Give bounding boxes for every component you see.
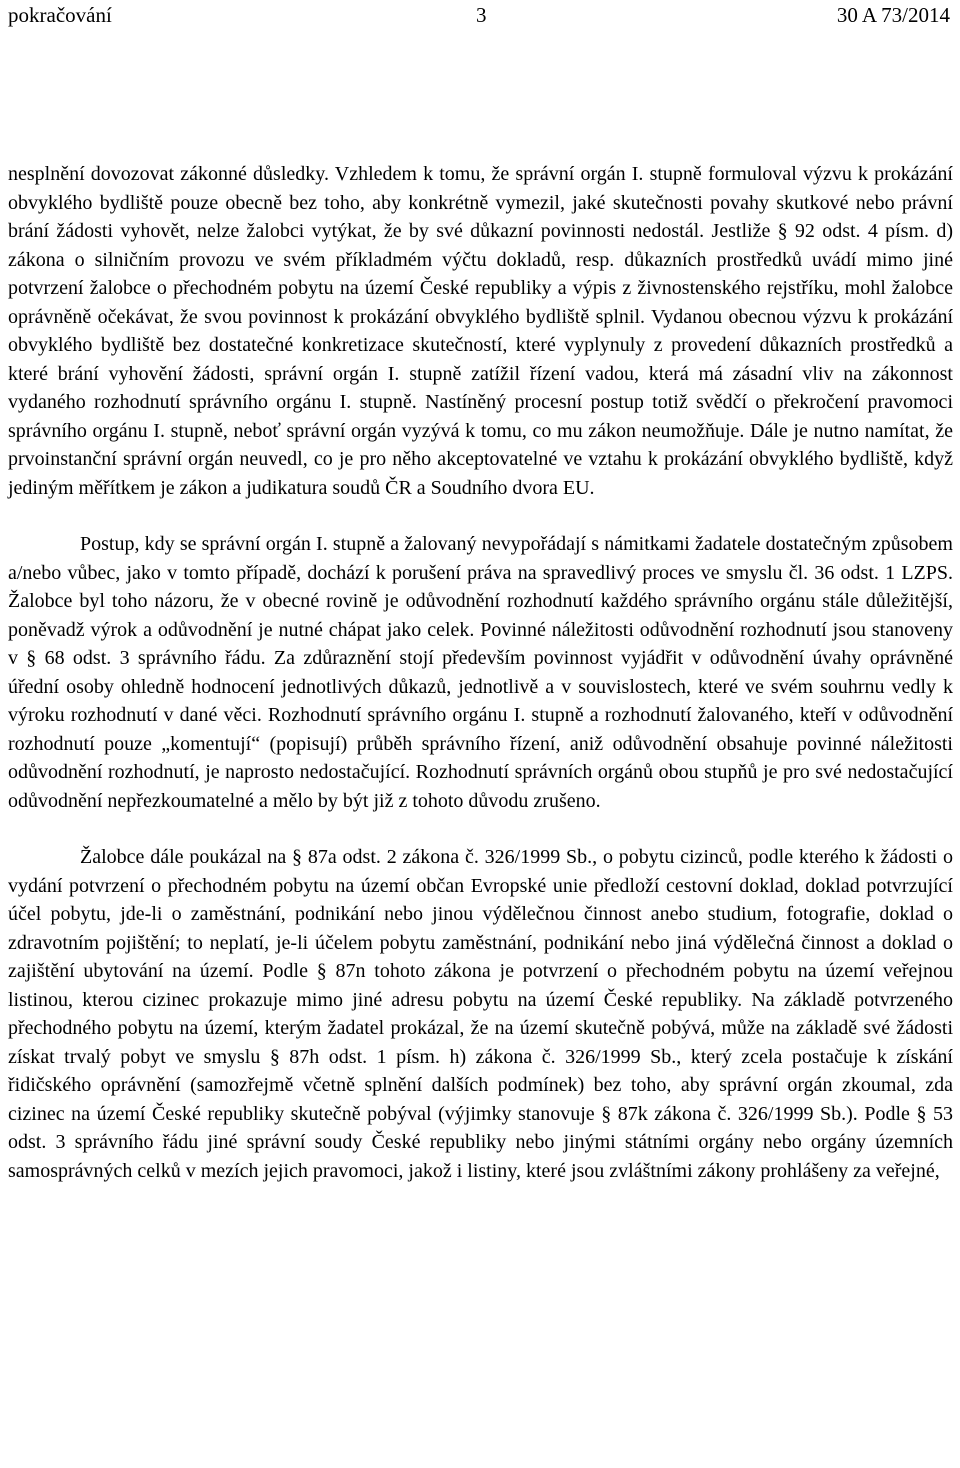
paragraph-procedure: Postup, kdy se správní orgán I. stupně a žalovaný nevypořádají s námitkami žadatele dostatečným způsobem a/nebo vůbec, jako v tomto případě, dochází k porušení práva na spravedlivý proces ve smyslu čl. 36 odst. 1 LZPS. Žalobce byl toho názoru, že v obecné rovině je odůvodnění rozhodnutí každého správního orgánu stále důležitější, poněvadž výrok a odůvodnění je nutné chápat jako celek. Povinné náležitosti odůvodnění rozhodnutí jsou stanoveny v § 68 odst. 3 správního řádu. Za zdůraznění stojí především povinnost vyjádřit v odůvodnění úvahy oprávněné úřední osoby ohledně hodnocení jednotlivých důkazů, jednotlivě a v souvislostech, které ve svém souhrnu vedly k výroku rozhodnutí v dané věci. Rozhodnutí správního orgánu I. stupně a rozhodnutí žalovaného, kteří v odůvodnění rozhodnutí pouze „komentují“ (popisují) průběh správního řízení, aniž odůvodnění obsahuje povinné náležitosti odůvodnění rozhodnutí, je naprosto nedostačující. Rozhodnutí správních orgánů obou stupňů je pro své nedostačující odůvodnění nepřezkoumatelné a mělo by být již z tohoto důvodu zrušeno.	[8, 533, 953, 812]
paragraph-continued: nesplnění dovozovat zákonné důsledky. Vzhledem k tomu, že správní orgán I. stupně formuloval výzvu k prokázání obvyklého bydliště pouze obecně bez toho, aby konkrétně vymezil, jaké skutečnosti povahy skutkové nebo právní brání žádosti vyhovět, nelze žalobci vytýkat, že by své důkazní povinnosti nedostál. Jestliže § 92 odst. 4 písm. d) zákona o silničním provozu ve svém příkladmém výčtu dokladů, resp. důkazních prostředků uvádí mimo jiné potvrzení žalobce o přechodném pobytu na území České republiky a výpis z živnostenského rejstříku, mohl žalobce oprávněně očekávat, že svou povinnost k prokázání obvyklého bydliště splnil. Vydanou obecnou výzvu k prokázání obvyklého bydliště bez dostatečné konkretizace skutečností, které vyplynuly z provedení důkazních prostředků a které brání vyhovění žádosti, správní orgán I. stupně zatížil řízení vadou, která má zásadní vliv na zákonnost vydaného rozhodnutí správního orgánu I. stupně. Nastíněný procesní postup totiž svědčí o překročení pravomoci správního orgánu I. stupně, neboť správní orgán vyzývá k tomu, co mu zákon neumožňuje. Dále je nutno namítat, že prvoinstanční správní orgán neuvedl, co je pro něho akceptovatelné ve vztahu k prokázání obvyklého bydliště, když jediným měřítkem je zákon a judikatura soudů ČR a Soudního dvora EU.	[8, 163, 953, 499]
paragraph-spacer	[8, 815, 953, 843]
paragraph-foreigners-act: Žalobce dále poukázal na § 87a odst. 2 zákona č. 326/1999 Sb., o pobytu cizinců, podle kterého k žádosti o vydání potvrzení o přechodném pobytu na území občan Evropské unie předloží cestovní doklad, doklad potvrzující účel pobytu, jde-li o zaměstnání, podnikání nebo jinou výdělečnou činnost anebo studium, fotografie, doklad o zdravotním pojištění; to neplatí, je-li účelem pobytu zaměstnání, podnikání nebo jiná výdělečná činnost a doklad o zajištění ubytování na území. Podle § 87n tohoto zákona je potvrzení o přechodném pobytu na území veřejnou listinou, kterou cizinec prokazuje mimo jiné adresu pobytu na území České republiky. Na základě potvrzeného přechodného pobytu na území, kterým žadatel prokázal, že na území skutečně pobývá, může na základě své žádosti získat trvalý pobyt ve smyslu § 87h odst. 1 písm. h) zákona č. 326/1999 Sb., který zcela postačuje k získání řidičského oprávnění (samozřejmě včetně splnění dalších podmínek) bez toho, aby správní orgán zkoumal, zda cizinec na území České republiky skutečně pobýval (výjimky stanovuje § 87k zákona č. 326/1999 Sb.). Podle § 53 odst. 3 správního řádu jiné správní soudy České republiky nebo jinými státními orgány nebo orgány územních samosprávných celků v mezích jejich pravomoci, jakož i listiny, které jsou zvláštními zákony prohlášeny za veřejné,	[8, 846, 953, 1182]
document-body	[8, 160, 953, 1185]
page-number: 3	[476, 3, 487, 27]
continuation-label: pokračování	[8, 3, 112, 27]
case-number: 30 A 73/2014	[836, 3, 950, 27]
page-header	[0, 0, 960, 36]
paragraph-spacer	[8, 502, 953, 530]
